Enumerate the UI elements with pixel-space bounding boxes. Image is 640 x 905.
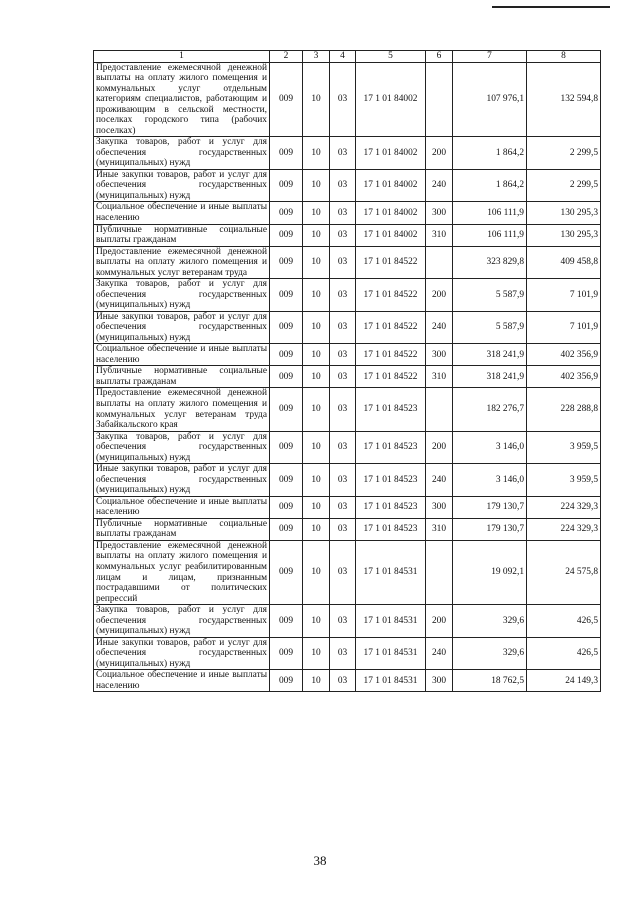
- target-article-code: 17 1 01 84531: [356, 670, 426, 692]
- amount-year-1: 182 276,7: [453, 388, 527, 431]
- expense-type-code: 240: [426, 464, 453, 497]
- row-description: Иные закупки товаров, работ и услуг для обеспечения государственных (муниципальных) нужд: [94, 311, 270, 344]
- ministry-code: 009: [270, 496, 303, 518]
- target-article-code: 17 1 01 84002: [356, 137, 426, 170]
- ministry-code: 009: [270, 540, 303, 604]
- target-article-code: 17 1 01 84522: [356, 246, 426, 279]
- amount-year-1: 3 146,0: [453, 464, 527, 497]
- row-description: Закупка товаров, работ и услуг для обеспечения государственных (муниципальных) нужд: [94, 137, 270, 170]
- amount-year-1: 329,6: [453, 637, 527, 670]
- amount-year-2: 132 594,8: [527, 62, 601, 137]
- subsection-code: 03: [330, 540, 356, 604]
- expense-type-code: 200: [426, 279, 453, 312]
- row-description: Социальное обеспечение и иные выплаты населению: [94, 496, 270, 518]
- expense-type-code: [426, 540, 453, 604]
- subsection-code: 03: [330, 169, 356, 202]
- expense-type-code: 200: [426, 605, 453, 638]
- subsection-code: 03: [330, 344, 356, 366]
- amount-year-1: 329,6: [453, 605, 527, 638]
- section-code: 10: [303, 388, 330, 431]
- ministry-code: 009: [270, 311, 303, 344]
- section-code: 10: [303, 670, 330, 692]
- row-description: Закупка товаров, работ и услуг для обеспечения государственных (муниципальных) нужд: [94, 279, 270, 312]
- table-row: [94, 670, 601, 692]
- column-number: 5: [356, 51, 426, 63]
- amount-year-1: 107 976,1: [453, 62, 527, 137]
- amount-year-2: 409 458,8: [527, 246, 601, 279]
- row-description: Предоставление ежемесячной денежной выплаты на оплату жилого помещения и коммунальных услуг отдельным категориям специалистов, работающим и проживающим в сельской местности, поселках городского типа (рабочих поселках): [94, 62, 270, 137]
- amount-year-2: 3 959,5: [527, 464, 601, 497]
- target-article-code: 17 1 01 84522: [356, 311, 426, 344]
- target-article-code: 17 1 01 84531: [356, 605, 426, 638]
- section-code: 10: [303, 496, 330, 518]
- ministry-code: 009: [270, 366, 303, 388]
- column-number: 3: [303, 51, 330, 63]
- expense-type-code: 310: [426, 366, 453, 388]
- table-row: [94, 637, 601, 670]
- ministry-code: 009: [270, 464, 303, 497]
- row-description: Иные закупки товаров, работ и услуг для обеспечения государственных (муниципальных) нужд: [94, 169, 270, 202]
- expense-type-code: [426, 246, 453, 279]
- table-row: [94, 202, 601, 224]
- table-row: [94, 169, 601, 202]
- table-row: [94, 388, 601, 431]
- ministry-code: 009: [270, 605, 303, 638]
- header-rule: [492, 6, 610, 8]
- ministry-code: 009: [270, 344, 303, 366]
- subsection-code: 03: [330, 224, 356, 246]
- column-number: 7: [453, 51, 527, 63]
- expense-type-code: 300: [426, 496, 453, 518]
- ministry-code: 009: [270, 137, 303, 170]
- column-number-row: [94, 51, 601, 63]
- table-row: [94, 344, 601, 366]
- amount-year-2: 3 959,5: [527, 431, 601, 464]
- amount-year-2: 7 101,9: [527, 279, 601, 312]
- column-number: 8: [527, 51, 601, 63]
- section-code: 10: [303, 311, 330, 344]
- subsection-code: 03: [330, 202, 356, 224]
- amount-year-2: 130 295,3: [527, 202, 601, 224]
- expense-type-code: 240: [426, 311, 453, 344]
- amount-year-2: 2 299,5: [527, 137, 601, 170]
- subsection-code: 03: [330, 637, 356, 670]
- section-code: 10: [303, 431, 330, 464]
- amount-year-2: 228 288,8: [527, 388, 601, 431]
- section-code: 10: [303, 202, 330, 224]
- target-article-code: 17 1 01 84522: [356, 344, 426, 366]
- section-code: 10: [303, 344, 330, 366]
- table-row: [94, 137, 601, 170]
- ministry-code: 009: [270, 388, 303, 431]
- row-description: Публичные нормативные социальные выплаты гражданам: [94, 224, 270, 246]
- subsection-code: 03: [330, 388, 356, 431]
- subsection-code: 03: [330, 137, 356, 170]
- amount-year-2: 2 299,5: [527, 169, 601, 202]
- amount-year-2: 426,5: [527, 605, 601, 638]
- table-row: [94, 518, 601, 540]
- subsection-code: 03: [330, 605, 356, 638]
- table-row: [94, 279, 601, 312]
- section-code: 10: [303, 464, 330, 497]
- subsection-code: 03: [330, 246, 356, 279]
- amount-year-1: 323 829,8: [453, 246, 527, 279]
- subsection-code: 03: [330, 464, 356, 497]
- target-article-code: 17 1 01 84002: [356, 62, 426, 137]
- subsection-code: 03: [330, 670, 356, 692]
- section-code: 10: [303, 169, 330, 202]
- expense-type-code: 310: [426, 224, 453, 246]
- amount-year-1: 106 111,9: [453, 224, 527, 246]
- row-description: Иные закупки товаров, работ и услуг для обеспечения государственных (муниципальных) нужд: [94, 464, 270, 497]
- page-number: 38: [313, 853, 327, 868]
- target-article-code: 17 1 01 84523: [356, 518, 426, 540]
- row-description: Социальное обеспечение и иные выплаты населению: [94, 670, 270, 692]
- amount-year-1: 1 864,2: [453, 169, 527, 202]
- column-number: 6: [426, 51, 453, 63]
- ministry-code: 009: [270, 279, 303, 312]
- expense-type-code: 240: [426, 637, 453, 670]
- target-article-code: 17 1 01 84531: [356, 637, 426, 670]
- amount-year-1: 5 587,9: [453, 279, 527, 312]
- amount-year-1: 3 146,0: [453, 431, 527, 464]
- amount-year-2: 402 356,9: [527, 366, 601, 388]
- expense-type-code: 240: [426, 169, 453, 202]
- amount-year-2: 224 329,3: [527, 496, 601, 518]
- row-description: Закупка товаров, работ и услуг для обеспечения государственных (муниципальных) нужд: [94, 431, 270, 464]
- target-article-code: 17 1 01 84523: [356, 496, 426, 518]
- table-row: [94, 540, 601, 604]
- amount-year-2: 24 575,8: [527, 540, 601, 604]
- section-code: 10: [303, 246, 330, 279]
- table-row: [94, 62, 601, 137]
- expense-type-code: 300: [426, 344, 453, 366]
- amount-year-2: 7 101,9: [527, 311, 601, 344]
- table-row: [94, 431, 601, 464]
- amount-year-1: 1 864,2: [453, 137, 527, 170]
- section-code: 10: [303, 279, 330, 312]
- amount-year-1: 179 130,7: [453, 518, 527, 540]
- table-row: [94, 496, 601, 518]
- subsection-code: 03: [330, 366, 356, 388]
- section-code: 10: [303, 540, 330, 604]
- amount-year-2: 224 329,3: [527, 518, 601, 540]
- table-row: [94, 246, 601, 279]
- expense-type-code: 200: [426, 137, 453, 170]
- row-description: Социальное обеспечение и иные выплаты населению: [94, 344, 270, 366]
- row-description: Предоставление ежемесячной денежной выплаты на оплату жилого помещения и коммунальных услуг ветеранам труда Забайкальского края: [94, 388, 270, 431]
- target-article-code: 17 1 01 84523: [356, 431, 426, 464]
- amount-year-1: 106 111,9: [453, 202, 527, 224]
- amount-year-1: 18 762,5: [453, 670, 527, 692]
- amount-year-2: 426,5: [527, 637, 601, 670]
- target-article-code: 17 1 01 84002: [356, 202, 426, 224]
- section-code: 10: [303, 62, 330, 137]
- ministry-code: 009: [270, 670, 303, 692]
- ministry-code: 009: [270, 637, 303, 670]
- column-number: 2: [270, 51, 303, 63]
- ministry-code: 009: [270, 518, 303, 540]
- row-description: Публичные нормативные социальные выплаты гражданам: [94, 518, 270, 540]
- target-article-code: 17 1 01 84523: [356, 388, 426, 431]
- amount-year-1: 179 130,7: [453, 496, 527, 518]
- target-article-code: 17 1 01 84522: [356, 279, 426, 312]
- budget-table: [93, 50, 601, 692]
- amount-year-2: 402 356,9: [527, 344, 601, 366]
- row-description: Предоставление ежемесячной денежной выплаты на оплату жилого помещения и коммунальных услуг реабилитированным лицам и лицам, признанным пострадавшими от политических репрессий: [94, 540, 270, 604]
- expense-type-code: 200: [426, 431, 453, 464]
- row-description: Публичные нормативные социальные выплаты гражданам: [94, 366, 270, 388]
- amount-year-1: 318 241,9: [453, 344, 527, 366]
- amount-year-1: 5 587,9: [453, 311, 527, 344]
- section-code: 10: [303, 637, 330, 670]
- amount-year-2: 24 149,3: [527, 670, 601, 692]
- subsection-code: 03: [330, 279, 356, 312]
- target-article-code: 17 1 01 84002: [356, 224, 426, 246]
- expense-type-code: 300: [426, 202, 453, 224]
- section-code: 10: [303, 137, 330, 170]
- expense-type-code: [426, 388, 453, 431]
- subsection-code: 03: [330, 311, 356, 344]
- table-row: [94, 366, 601, 388]
- subsection-code: 03: [330, 518, 356, 540]
- ministry-code: 009: [270, 202, 303, 224]
- ministry-code: 009: [270, 62, 303, 137]
- column-number: 1: [94, 51, 270, 63]
- target-article-code: 17 1 01 84523: [356, 464, 426, 497]
- target-article-code: 17 1 01 84002: [356, 169, 426, 202]
- section-code: 10: [303, 224, 330, 246]
- expense-type-code: 300: [426, 670, 453, 692]
- column-number: 4: [330, 51, 356, 63]
- ministry-code: 009: [270, 169, 303, 202]
- row-description: Предоставление ежемесячной денежной выплаты на оплату жилого помещения и коммунальных услуг ветеранам труда: [94, 246, 270, 279]
- ministry-code: 009: [270, 246, 303, 279]
- amount-year-1: 318 241,9: [453, 366, 527, 388]
- table-row: [94, 464, 601, 497]
- subsection-code: 03: [330, 62, 356, 137]
- subsection-code: 03: [330, 431, 356, 464]
- amount-year-1: 19 092,1: [453, 540, 527, 604]
- expense-type-code: [426, 62, 453, 137]
- subsection-code: 03: [330, 496, 356, 518]
- table-row: [94, 605, 601, 638]
- row-description: Закупка товаров, работ и услуг для обеспечения государственных (муниципальных) нужд: [94, 605, 270, 638]
- section-code: 10: [303, 366, 330, 388]
- amount-year-2: 130 295,3: [527, 224, 601, 246]
- target-article-code: 17 1 01 84522: [356, 366, 426, 388]
- table-row: [94, 311, 601, 344]
- expense-type-code: 310: [426, 518, 453, 540]
- table-row: [94, 224, 601, 246]
- row-description: Иные закупки товаров, работ и услуг для обеспечения государственных (муниципальных) нужд: [94, 637, 270, 670]
- row-description: Социальное обеспечение и иные выплаты населению: [94, 202, 270, 224]
- table-body: [94, 62, 601, 692]
- target-article-code: 17 1 01 84531: [356, 540, 426, 604]
- section-code: 10: [303, 518, 330, 540]
- section-code: 10: [303, 605, 330, 638]
- ministry-code: 009: [270, 224, 303, 246]
- ministry-code: 009: [270, 431, 303, 464]
